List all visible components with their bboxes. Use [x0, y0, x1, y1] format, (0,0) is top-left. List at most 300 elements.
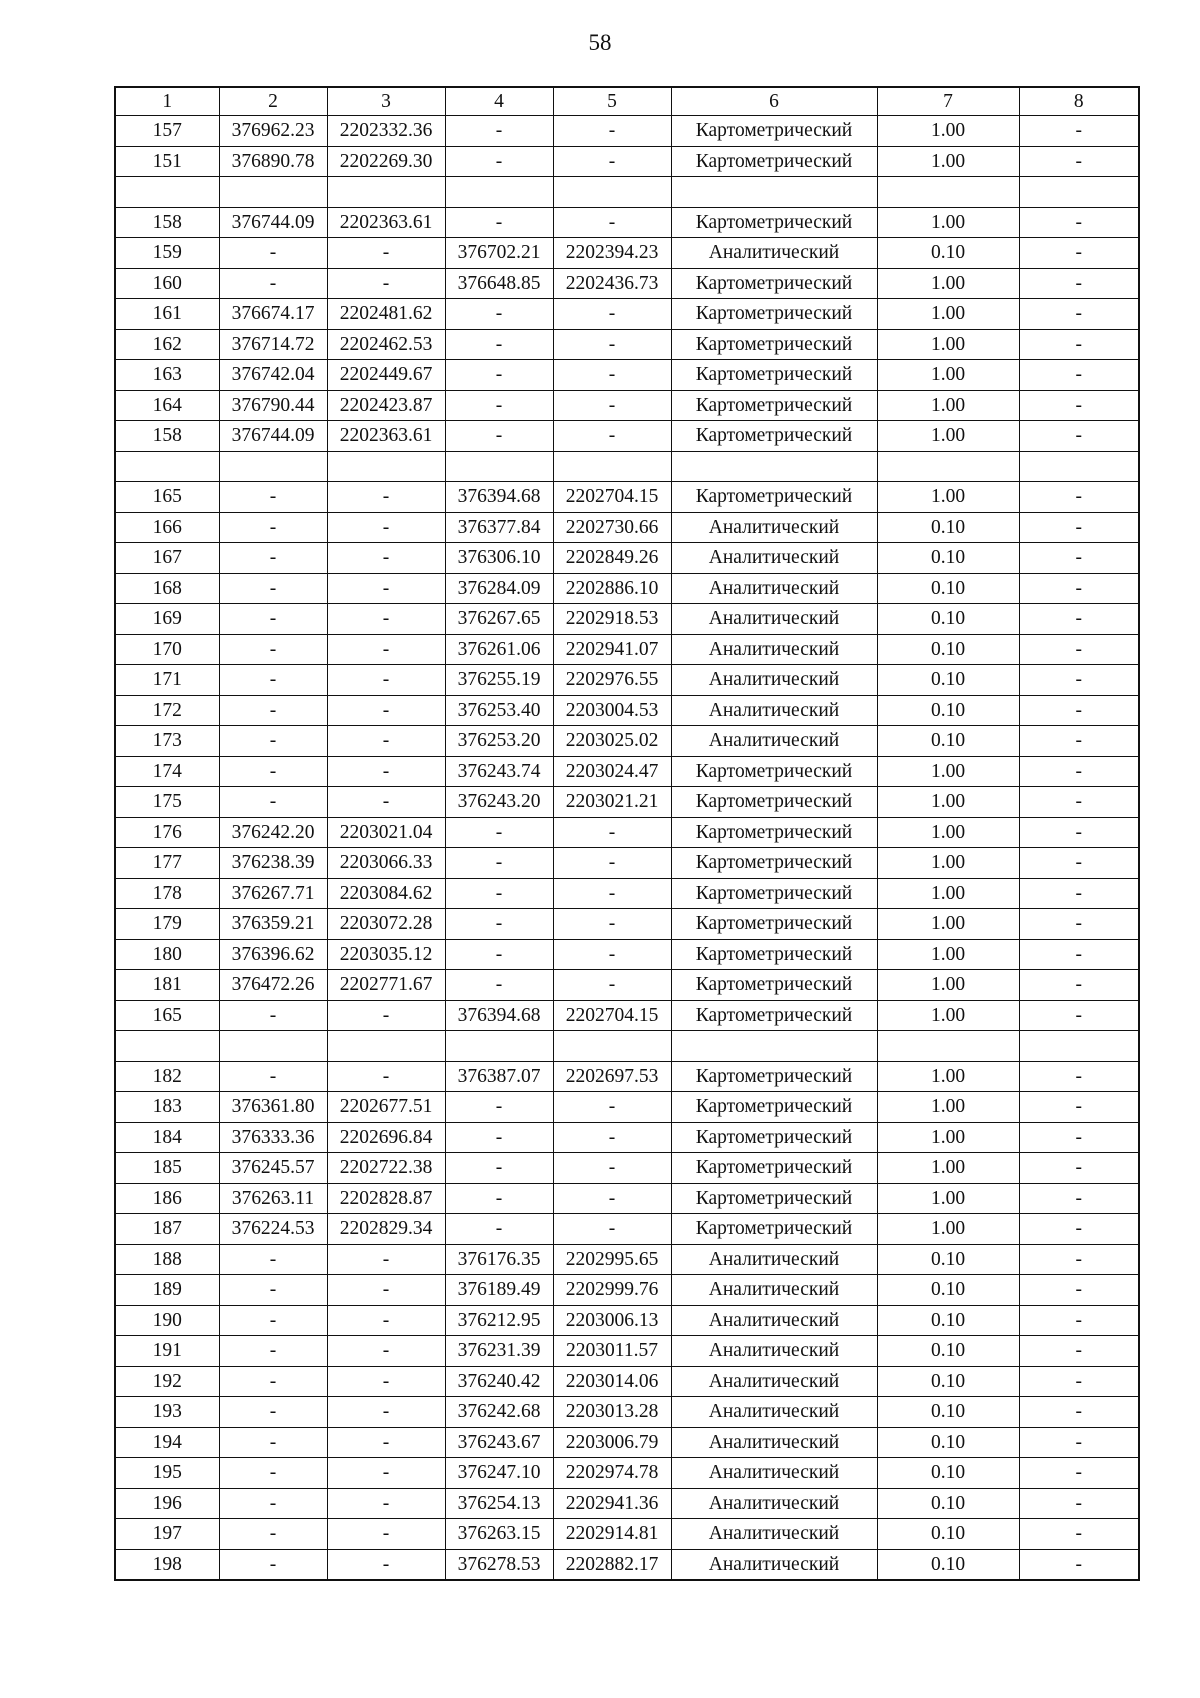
accuracy-cell: 1.00: [877, 1153, 1019, 1184]
method-cell: Картометрический: [671, 207, 877, 238]
x-coordinate-alt-cell: -: [445, 390, 553, 421]
y-coordinate-cell: 2203021.04: [327, 817, 445, 848]
note-cell: -: [1019, 1153, 1139, 1184]
method-cell: [671, 1031, 877, 1062]
y-coordinate-cell: -: [327, 1549, 445, 1580]
y-coordinate-cell: -: [327, 268, 445, 299]
y-coordinate-cell: -: [327, 726, 445, 757]
table-header-row: [115, 87, 1139, 116]
note-cell: -: [1019, 634, 1139, 665]
x-coordinate-cell: [219, 451, 327, 482]
table-row: [115, 512, 1139, 543]
x-coordinate-alt-cell: 376176.35: [445, 1244, 553, 1275]
x-coordinate-alt-cell: -: [445, 421, 553, 452]
column-header: 3: [327, 87, 445, 116]
table-row: [115, 1092, 1139, 1123]
accuracy-cell: 0.10: [877, 1275, 1019, 1306]
table-row: [115, 787, 1139, 818]
method-cell: Аналитический: [671, 1488, 877, 1519]
y-coordinate-cell: -: [327, 756, 445, 787]
method-cell: Аналитический: [671, 604, 877, 635]
y-coordinate-alt-cell: 2202704.15: [553, 482, 671, 513]
y-coordinate-alt-cell: -: [553, 390, 671, 421]
table-row: [115, 1366, 1139, 1397]
method-cell: Аналитический: [671, 543, 877, 574]
accuracy-cell: 0.10: [877, 1336, 1019, 1367]
method-cell: Картометрический: [671, 878, 877, 909]
table-row: [115, 909, 1139, 940]
point-number-cell: 170: [115, 634, 219, 665]
x-coordinate-alt-cell: -: [445, 329, 553, 360]
y-coordinate-cell: 2202696.84: [327, 1122, 445, 1153]
accuracy-cell: 1.00: [877, 848, 1019, 879]
point-number-cell: 167: [115, 543, 219, 574]
method-cell: Картометрический: [671, 116, 877, 147]
table-row: [115, 1214, 1139, 1245]
y-coordinate-cell: -: [327, 512, 445, 543]
table-row: [115, 451, 1139, 482]
y-coordinate-cell: -: [327, 634, 445, 665]
y-coordinate-cell: -: [327, 604, 445, 635]
point-number-cell: 158: [115, 421, 219, 452]
accuracy-cell: 0.10: [877, 1427, 1019, 1458]
note-cell: [1019, 1031, 1139, 1062]
note-cell: -: [1019, 1458, 1139, 1489]
y-coordinate-cell: 2202828.87: [327, 1183, 445, 1214]
y-coordinate-cell: 2203084.62: [327, 878, 445, 909]
note-cell: -: [1019, 482, 1139, 513]
accuracy-cell: [877, 177, 1019, 208]
y-coordinate-alt-cell: 2203014.06: [553, 1366, 671, 1397]
point-number-cell: 171: [115, 665, 219, 696]
table-row: [115, 939, 1139, 970]
point-number-cell: 163: [115, 360, 219, 391]
method-cell: Аналитический: [671, 1458, 877, 1489]
x-coordinate-cell: -: [219, 512, 327, 543]
point-number-cell: 184: [115, 1122, 219, 1153]
y-coordinate-alt-cell: -: [553, 1092, 671, 1123]
column-header: 7: [877, 87, 1019, 116]
x-coordinate-alt-cell: 376189.49: [445, 1275, 553, 1306]
method-cell: Картометрический: [671, 909, 877, 940]
y-coordinate-cell: 2202677.51: [327, 1092, 445, 1123]
method-cell: Картометрический: [671, 939, 877, 970]
accuracy-cell: 1.00: [877, 1061, 1019, 1092]
note-cell: -: [1019, 1427, 1139, 1458]
x-coordinate-alt-cell: 376253.20: [445, 726, 553, 757]
table-row: [115, 360, 1139, 391]
y-coordinate-cell: 2202363.61: [327, 207, 445, 238]
x-coordinate-cell: -: [219, 787, 327, 818]
method-cell: Картометрический: [671, 299, 877, 330]
x-coordinate-cell: 376242.20: [219, 817, 327, 848]
y-coordinate-alt-cell: -: [553, 939, 671, 970]
y-coordinate-cell: -: [327, 695, 445, 726]
x-coordinate-alt-cell: 376377.84: [445, 512, 553, 543]
table-row: [115, 1549, 1139, 1580]
method-cell: Аналитический: [671, 1305, 877, 1336]
table-row: [115, 1000, 1139, 1031]
accuracy-cell: 1.00: [877, 1183, 1019, 1214]
page-number: 58: [588, 30, 612, 55]
column-header: 5: [553, 87, 671, 116]
point-number-cell: 193: [115, 1397, 219, 1428]
y-coordinate-alt-cell: 2202976.55: [553, 665, 671, 696]
point-number-cell: 151: [115, 146, 219, 177]
y-coordinate-alt-cell: 2202974.78: [553, 1458, 671, 1489]
table-row: [115, 848, 1139, 879]
table-row: [115, 1061, 1139, 1092]
note-cell: -: [1019, 1519, 1139, 1550]
x-coordinate-cell: 376790.44: [219, 390, 327, 421]
note-cell: -: [1019, 787, 1139, 818]
table-row: [115, 756, 1139, 787]
table-row: [115, 1244, 1139, 1275]
point-number-cell: 181: [115, 970, 219, 1001]
accuracy-cell: 0.10: [877, 695, 1019, 726]
method-cell: Аналитический: [671, 665, 877, 696]
y-coordinate-alt-cell: 2203024.47: [553, 756, 671, 787]
accuracy-cell: 1.00: [877, 299, 1019, 330]
x-coordinate-cell: [219, 1031, 327, 1062]
y-coordinate-alt-cell: 2202941.36: [553, 1488, 671, 1519]
accuracy-cell: 0.10: [877, 1458, 1019, 1489]
x-coordinate-alt-cell: -: [445, 909, 553, 940]
method-cell: Картометрический: [671, 1061, 877, 1092]
y-coordinate-cell: 2203066.33: [327, 848, 445, 879]
note-cell: -: [1019, 1549, 1139, 1580]
note-cell: -: [1019, 238, 1139, 269]
table-row: [115, 238, 1139, 269]
x-coordinate-cell: 376267.71: [219, 878, 327, 909]
point-number-cell: 186: [115, 1183, 219, 1214]
y-coordinate-alt-cell: 2202849.26: [553, 543, 671, 574]
x-coordinate-alt-cell: 376261.06: [445, 634, 553, 665]
y-coordinate-alt-cell: 2202886.10: [553, 573, 671, 604]
point-number-cell: 174: [115, 756, 219, 787]
table-row: [115, 177, 1139, 208]
x-coordinate-alt-cell: 376648.85: [445, 268, 553, 299]
x-coordinate-cell: -: [219, 1397, 327, 1428]
x-coordinate-alt-cell: -: [445, 1214, 553, 1245]
y-coordinate-alt-cell: -: [553, 817, 671, 848]
y-coordinate-cell: 2202462.53: [327, 329, 445, 360]
point-number-cell: 178: [115, 878, 219, 909]
x-coordinate-alt-cell: 376247.10: [445, 1458, 553, 1489]
y-coordinate-cell: -: [327, 787, 445, 818]
column-header: 8: [1019, 87, 1139, 116]
y-coordinate-alt-cell: 2202882.17: [553, 1549, 671, 1580]
method-cell: Картометрический: [671, 787, 877, 818]
x-coordinate-alt-cell: -: [445, 1153, 553, 1184]
point-number-cell: 194: [115, 1427, 219, 1458]
y-coordinate-cell: 2203035.12: [327, 939, 445, 970]
method-cell: Аналитический: [671, 695, 877, 726]
y-coordinate-cell: 2203072.28: [327, 909, 445, 940]
y-coordinate-alt-cell: -: [553, 1183, 671, 1214]
x-coordinate-alt-cell: -: [445, 1183, 553, 1214]
table-row: [115, 1275, 1139, 1306]
y-coordinate-alt-cell: 2202941.07: [553, 634, 671, 665]
x-coordinate-cell: -: [219, 1305, 327, 1336]
table-body: [115, 116, 1139, 1581]
method-cell: Аналитический: [671, 1549, 877, 1580]
x-coordinate-alt-cell: 376278.53: [445, 1549, 553, 1580]
x-coordinate-alt-cell: 376394.68: [445, 1000, 553, 1031]
y-coordinate-cell: -: [327, 1244, 445, 1275]
y-coordinate-alt-cell: [553, 1031, 671, 1062]
x-coordinate-alt-cell: 376284.09: [445, 573, 553, 604]
note-cell: -: [1019, 207, 1139, 238]
x-coordinate-alt-cell: 376394.68: [445, 482, 553, 513]
y-coordinate-cell: -: [327, 1275, 445, 1306]
accuracy-cell: 1.00: [877, 207, 1019, 238]
coordinates-table: [114, 86, 1140, 1581]
note-cell: -: [1019, 543, 1139, 574]
accuracy-cell: 1.00: [877, 817, 1019, 848]
accuracy-cell: 0.10: [877, 665, 1019, 696]
x-coordinate-alt-cell: -: [445, 360, 553, 391]
y-coordinate-cell: 2202363.61: [327, 421, 445, 452]
table-row: [115, 268, 1139, 299]
x-coordinate-cell: 376744.09: [219, 421, 327, 452]
table-row: [115, 1305, 1139, 1336]
note-cell: -: [1019, 665, 1139, 696]
x-coordinate-cell: -: [219, 695, 327, 726]
y-coordinate-cell: -: [327, 1336, 445, 1367]
table-row: [115, 573, 1139, 604]
x-coordinate-cell: -: [219, 268, 327, 299]
x-coordinate-cell: -: [219, 1336, 327, 1367]
x-coordinate-cell: -: [219, 726, 327, 757]
point-number-cell: 157: [115, 116, 219, 147]
x-coordinate-alt-cell: 376240.42: [445, 1366, 553, 1397]
note-cell: -: [1019, 695, 1139, 726]
point-number-cell: 164: [115, 390, 219, 421]
accuracy-cell: 1.00: [877, 939, 1019, 970]
x-coordinate-cell: 376744.09: [219, 207, 327, 238]
point-number-cell: 190: [115, 1305, 219, 1336]
point-number-cell: 189: [115, 1275, 219, 1306]
point-number-cell: 166: [115, 512, 219, 543]
x-coordinate-cell: -: [219, 1427, 327, 1458]
table-row: [115, 329, 1139, 360]
x-coordinate-cell: -: [219, 1488, 327, 1519]
method-cell: Аналитический: [671, 1366, 877, 1397]
point-number-cell: [115, 1031, 219, 1062]
note-cell: -: [1019, 604, 1139, 635]
note-cell: -: [1019, 573, 1139, 604]
y-coordinate-alt-cell: -: [553, 421, 671, 452]
table-row: [115, 1488, 1139, 1519]
method-cell: Картометрический: [671, 1153, 877, 1184]
table-row: [115, 1458, 1139, 1489]
note-cell: -: [1019, 268, 1139, 299]
point-number-cell: [115, 451, 219, 482]
y-coordinate-cell: [327, 451, 445, 482]
note-cell: -: [1019, 1275, 1139, 1306]
x-coordinate-cell: 376238.39: [219, 848, 327, 879]
point-number-cell: 179: [115, 909, 219, 940]
accuracy-cell: 0.10: [877, 1488, 1019, 1519]
y-coordinate-alt-cell: 2202914.81: [553, 1519, 671, 1550]
method-cell: Картометрический: [671, 146, 877, 177]
y-coordinate-alt-cell: 2203004.53: [553, 695, 671, 726]
method-cell: Картометрический: [671, 329, 877, 360]
point-number-cell: 159: [115, 238, 219, 269]
table-row: [115, 207, 1139, 238]
method-cell: Аналитический: [671, 573, 877, 604]
accuracy-cell: 1.00: [877, 1122, 1019, 1153]
method-cell: Аналитический: [671, 634, 877, 665]
accuracy-cell: 0.10: [877, 634, 1019, 665]
y-coordinate-cell: 2202269.30: [327, 146, 445, 177]
point-number-cell: 161: [115, 299, 219, 330]
x-coordinate-alt-cell: 376243.74: [445, 756, 553, 787]
y-coordinate-cell: 2202449.67: [327, 360, 445, 391]
table-row: [115, 390, 1139, 421]
x-coordinate-alt-cell: 376242.68: [445, 1397, 553, 1428]
method-cell: Картометрический: [671, 482, 877, 513]
y-coordinate-alt-cell: -: [553, 878, 671, 909]
x-coordinate-alt-cell: 376253.40: [445, 695, 553, 726]
accuracy-cell: 0.10: [877, 726, 1019, 757]
point-number-cell: 192: [115, 1366, 219, 1397]
point-number-cell: 175: [115, 787, 219, 818]
y-coordinate-alt-cell: -: [553, 909, 671, 940]
note-cell: -: [1019, 939, 1139, 970]
y-coordinate-cell: -: [327, 1519, 445, 1550]
note-cell: -: [1019, 1397, 1139, 1428]
y-coordinate-alt-cell: 2202697.53: [553, 1061, 671, 1092]
point-number-cell: 182: [115, 1061, 219, 1092]
x-coordinate-alt-cell: -: [445, 817, 553, 848]
accuracy-cell: 1.00: [877, 482, 1019, 513]
point-number-cell: 168: [115, 573, 219, 604]
y-coordinate-cell: -: [327, 1397, 445, 1428]
table-row: [115, 878, 1139, 909]
table-row: [115, 1519, 1139, 1550]
note-cell: -: [1019, 299, 1139, 330]
accuracy-cell: 1.00: [877, 116, 1019, 147]
y-coordinate-cell: 2202771.67: [327, 970, 445, 1001]
accuracy-cell: 0.10: [877, 1397, 1019, 1428]
point-number-cell: 180: [115, 939, 219, 970]
table-row: [115, 1427, 1139, 1458]
y-coordinate-cell: -: [327, 1427, 445, 1458]
point-number-cell: 187: [115, 1214, 219, 1245]
x-coordinate-cell: -: [219, 1366, 327, 1397]
y-coordinate-cell: -: [327, 1458, 445, 1489]
accuracy-cell: 1.00: [877, 421, 1019, 452]
x-coordinate-cell: -: [219, 1275, 327, 1306]
accuracy-cell: 1.00: [877, 1214, 1019, 1245]
table-row: [115, 1031, 1139, 1062]
point-number-cell: 172: [115, 695, 219, 726]
x-coordinate-alt-cell: 376255.19: [445, 665, 553, 696]
table-row: [115, 726, 1139, 757]
y-coordinate-alt-cell: [553, 177, 671, 208]
accuracy-cell: 1.00: [877, 1092, 1019, 1123]
accuracy-cell: 0.10: [877, 1244, 1019, 1275]
note-cell: -: [1019, 726, 1139, 757]
point-number-cell: 197: [115, 1519, 219, 1550]
method-cell: Аналитический: [671, 1397, 877, 1428]
accuracy-cell: 0.10: [877, 238, 1019, 269]
accuracy-cell: 1.00: [877, 909, 1019, 940]
table-row: [115, 665, 1139, 696]
note-cell: -: [1019, 390, 1139, 421]
method-cell: Картометрический: [671, 1000, 877, 1031]
table-row: [115, 1397, 1139, 1428]
y-coordinate-cell: -: [327, 573, 445, 604]
y-coordinate-cell: -: [327, 1488, 445, 1519]
column-header: 1: [115, 87, 219, 116]
note-cell: -: [1019, 1122, 1139, 1153]
y-coordinate-cell: -: [327, 1366, 445, 1397]
x-coordinate-alt-cell: -: [445, 1092, 553, 1123]
table-row: [115, 1183, 1139, 1214]
table-row: [115, 695, 1139, 726]
note-cell: -: [1019, 909, 1139, 940]
y-coordinate-alt-cell: -: [553, 329, 671, 360]
x-coordinate-cell: 376245.57: [219, 1153, 327, 1184]
note-cell: -: [1019, 1061, 1139, 1092]
x-coordinate-cell: -: [219, 238, 327, 269]
note-cell: [1019, 451, 1139, 482]
y-coordinate-alt-cell: 2202999.76: [553, 1275, 671, 1306]
method-cell: Картометрический: [671, 268, 877, 299]
table-row: [115, 146, 1139, 177]
table-row: [115, 421, 1139, 452]
y-coordinate-alt-cell: 2203013.28: [553, 1397, 671, 1428]
y-coordinate-alt-cell: 2202918.53: [553, 604, 671, 635]
point-number-cell: 191: [115, 1336, 219, 1367]
point-number-cell: 173: [115, 726, 219, 757]
x-coordinate-cell: 376359.21: [219, 909, 327, 940]
note-cell: -: [1019, 756, 1139, 787]
accuracy-cell: 0.10: [877, 543, 1019, 574]
x-coordinate-alt-cell: 376263.15: [445, 1519, 553, 1550]
point-number-cell: 169: [115, 604, 219, 635]
x-coordinate-alt-cell: -: [445, 299, 553, 330]
table-row: [115, 543, 1139, 574]
accuracy-cell: 1.00: [877, 268, 1019, 299]
accuracy-cell: 0.10: [877, 1549, 1019, 1580]
x-coordinate-cell: 376472.26: [219, 970, 327, 1001]
y-coordinate-alt-cell: 2202730.66: [553, 512, 671, 543]
x-coordinate-alt-cell: 376243.20: [445, 787, 553, 818]
method-cell: Картометрический: [671, 360, 877, 391]
y-coordinate-alt-cell: 2203025.02: [553, 726, 671, 757]
accuracy-cell: 0.10: [877, 604, 1019, 635]
x-coordinate-cell: 376674.17: [219, 299, 327, 330]
x-coordinate-alt-cell: 376231.39: [445, 1336, 553, 1367]
column-header: 4: [445, 87, 553, 116]
x-coordinate-cell: -: [219, 604, 327, 635]
note-cell: -: [1019, 848, 1139, 879]
point-number-cell: 177: [115, 848, 219, 879]
y-coordinate-alt-cell: 2202394.23: [553, 238, 671, 269]
x-coordinate-alt-cell: 376306.10: [445, 543, 553, 574]
note-cell: -: [1019, 817, 1139, 848]
method-cell: Картометрический: [671, 1183, 877, 1214]
x-coordinate-cell: -: [219, 634, 327, 665]
x-coordinate-cell: 376890.78: [219, 146, 327, 177]
method-cell: Аналитический: [671, 726, 877, 757]
column-header: 6: [671, 87, 877, 116]
table-row: [115, 482, 1139, 513]
